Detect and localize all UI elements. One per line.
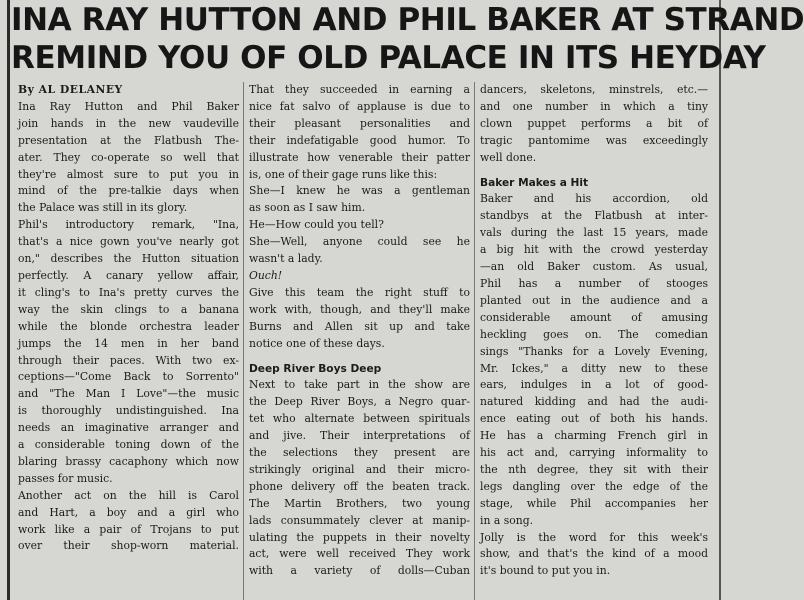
article-line: phone delivery off the beaten track. [249,479,470,493]
article-line: the nth degree, they sit with their [480,462,708,476]
article-line: Baker and his accordion, old [480,192,708,206]
article-line: with a variety of dolls—Cuban [249,564,470,578]
byline: By AL DELANEY [18,83,123,96]
article-line: passes for music. [18,471,113,485]
article-line: a big hit with the crowd yesterday [480,243,708,257]
article-line: his act and, carrying informality to [480,446,708,460]
article-line: show, and that's the kind of a mood [480,547,708,561]
article-line: Ouch! [249,268,283,282]
article-line: Ina Ray Hutton and Phil Baker [18,99,239,113]
article-line: He has a charming French girl in [480,429,708,443]
article-line: their indefatigable good humor. To [249,133,470,147]
article-line: it cling's to Ina's pretty curves the [18,285,239,299]
article-line: mind of the pre-talkie days when [18,184,239,198]
article-line: the selections they present are [249,446,470,460]
article-line: ceptions—"Come Back to Sorrento" [18,370,239,384]
left-column-rule [7,0,10,600]
article-line: their pleasant personalities and [249,116,470,130]
article-line: sings "Thanks for a Lovely Evening, [480,344,708,358]
right-column-rule [719,0,721,600]
article-line: considerable amount of amusing [480,310,708,324]
article-line: wasn't a lady. [249,252,323,266]
article-line: Phil's introductory remark, "Ina, [18,218,239,232]
article-line: perfectly. A canary yellow affair, [18,268,239,282]
article-line: jumps the 14 men in her band [18,336,239,350]
article-line: needs an imaginative arranger and [18,421,239,435]
article-line: ears, indulges in a lot of good- [480,378,708,392]
article-line: Give this team the right stuff to [249,285,470,299]
article-line: She—I knew he was a gentleman [249,184,470,198]
article-line: on," describes the Hutton situation [18,252,239,266]
article-line: presentation at the Flatbush The- [18,133,239,147]
article-line: strikingly original and their micro- [249,462,470,476]
article-line: Next to take part in the show are [249,378,470,392]
article-line: —an old Baker custom. As usual, [480,260,708,274]
article-line: ence eating out of both his hands. [480,412,708,426]
article-line: act, were well received They work [249,547,470,561]
article-column-1 [18,82,239,555]
article-line: Mr. Ickes," a ditty new to these [480,361,708,375]
paragraph-gap [249,353,470,361]
article-line: is, one of their gage runs like this: [249,167,438,181]
article-line: natured kidding and had the audi- [480,395,708,409]
article-line: way the skin clings to a banana [18,302,239,316]
article-line: dancers, skeletons, minstrels, etc.— [480,83,708,96]
article-line: work with, though, and they'll make [249,302,470,316]
article-line: legs dangling over the edge of the [480,479,708,493]
article-line: and "The Man I Love"—the music [18,387,239,401]
article-line: vals during the last 15 years, made [480,226,708,240]
article-line: and jive. Their interpretations of [249,429,470,443]
article-line: over their shop-worn material. [18,539,239,553]
article-line: blaring brassy cacaphony which now [18,454,239,468]
article-line: the Palace was still in its glory. [18,201,188,215]
article-column-3 [480,82,708,580]
article-line: He—How could you tell? [249,218,384,232]
article-line: that's a nice gown you've nearly got [18,235,239,249]
article-line: ulating the puppets in their novelty [249,530,470,544]
article-line: nice fat salvo of applause is due to [249,99,470,113]
article-line: work like a pair of Trojans to put [18,522,239,536]
article-line: join hands in the new vaudeville [18,116,239,130]
article-line: as soon as I saw him. [249,201,366,215]
column-divider [243,82,244,600]
article-line: Phil has a number of stooges [480,276,708,290]
article-line: planted out in the audience and a [480,293,708,307]
article-line: while the blonde orchestra leader [18,319,239,333]
article-line: in a song. [480,513,534,527]
article-line: That they succeeded in earning a [249,83,470,96]
article-line: Another act on the hill is Carol [18,488,239,502]
section-subhead: Deep River Boys Deep [249,362,382,375]
article-line: and one number in which a tiny [480,99,708,113]
article-line: standbys at the Flatbush at inter- [480,209,708,223]
article-line: illustrate how venerable their patter [249,150,470,164]
article-line: clown puppet performs a bit of [480,116,708,130]
article-line: stage, while Phil accompanies her [480,496,708,510]
article-line: notice one of these days. [249,336,385,350]
article-line: the Deep River Boys, a Negro quar- [249,395,470,409]
article-line: heckling goes on. The comedian [480,327,708,341]
article-line: well done. [480,150,537,164]
article-column-2 [249,82,470,580]
article-line: tragic pantomime was exceedingly [480,133,708,147]
article-line: She—Well, anyone could see he [249,235,470,249]
article-line: and Hart, a boy and a girl who [18,505,239,519]
article-line: tet who alternate between spirituals [249,412,470,426]
article-line: ater. They co-operate so well that [18,150,239,164]
paragraph-gap [480,167,708,175]
column-divider [474,82,475,600]
article-line: lads consummately clever at manip- [249,513,470,527]
headline-line-2: REMIND YOU OF OLD PALACE IN ITS HEYDAY [11,40,766,76]
article-line: is thoroughly undistinguished. Ina [18,404,239,418]
article-line: a considerable toning down of the [18,438,239,452]
headline-line-1: INA RAY HUTTON AND PHIL BAKER AT STRAND [11,2,804,38]
article-line: they're almost sure to put you in [18,167,239,181]
article-line: it's bound to put you in. [480,564,611,578]
article-line: Burns and Allen sit up and take [249,319,470,333]
article-line: Jolly is the word for this week's [480,530,708,544]
article-line: through their paces. With two ex- [18,353,239,367]
section-subhead: Baker Makes a Hit [480,176,589,189]
article-line: The Martin Brothers, two young [249,496,470,510]
